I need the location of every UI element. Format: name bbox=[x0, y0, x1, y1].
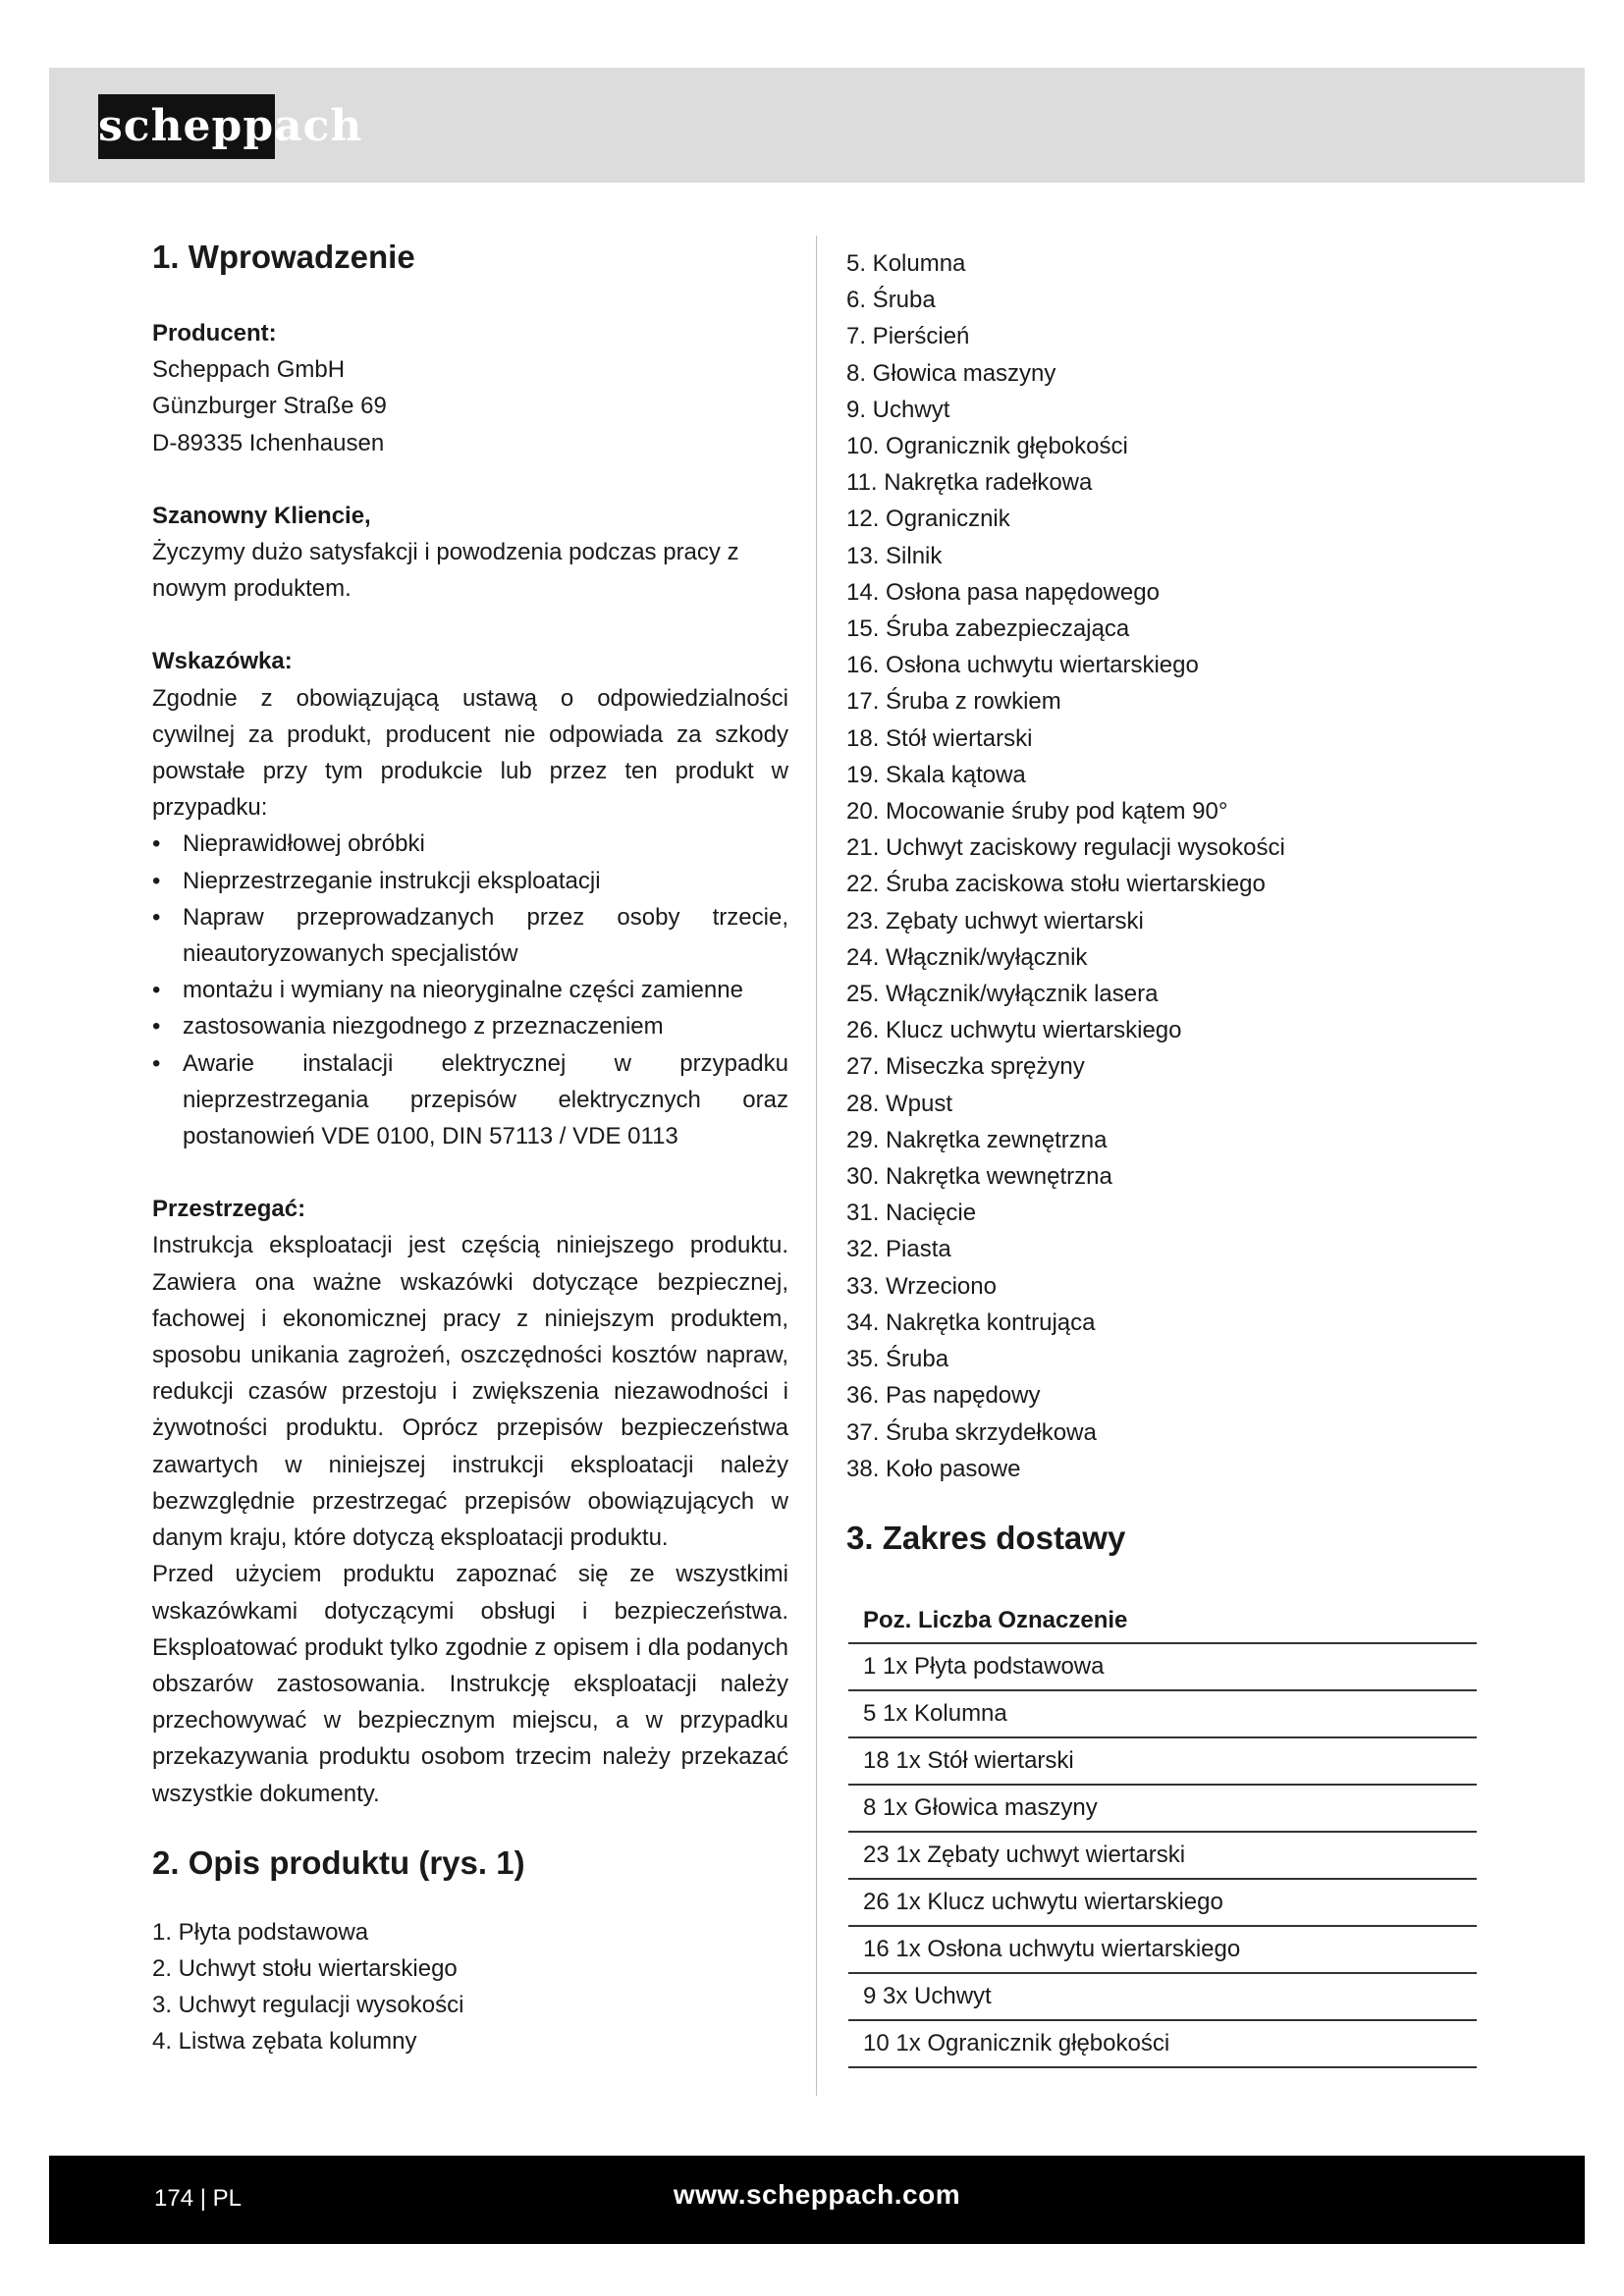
website-link[interactable]: www.scheppach.com bbox=[673, 2179, 961, 2210]
delivery-table bbox=[848, 1599, 1477, 2068]
list-item: 18. Stół wiertarski bbox=[846, 724, 1033, 752]
table-cell: 26 1x Klucz uchwytu wiertarskiego bbox=[848, 1879, 1477, 1926]
list-item: 8. Głowica maszyny bbox=[846, 359, 1056, 387]
list-item: 34. Nakrętka kontrująca bbox=[846, 1308, 1096, 1336]
table-row bbox=[848, 1690, 1477, 1737]
list-item: 4. Listwa zębata kolumny bbox=[152, 2028, 417, 2056]
list-item: 2. Uchwyt stołu wiertarskiego bbox=[152, 1954, 458, 1982]
list-item: 21. Uchwyt zaciskowy regulacji wysokości bbox=[846, 834, 1285, 862]
note-text: Zgodnie z obowiązującą ustawą o odpowiedzialności cywilnej za produkt, producent nie odpowiada za szkody powstałe przy tym produkcie lub przez ten produkt w przypadku: bbox=[152, 684, 788, 822]
table-row bbox=[848, 1785, 1477, 1832]
footer bbox=[49, 2156, 1585, 2244]
section-2-title: 2. Opis produktu (rys. 1) bbox=[152, 1843, 525, 1881]
list-item: 24. Włącznik/wyłącznik bbox=[846, 943, 1088, 971]
table-row bbox=[848, 1926, 1477, 1973]
list-item: 19. Skala kątowa bbox=[846, 761, 1026, 788]
list-item: • Napraw przeprowadzanych przez osoby trzecie, nieautoryzowanych specjalistów bbox=[152, 899, 788, 972]
list-item: 5. Kolumna bbox=[846, 250, 966, 277]
right-column bbox=[846, 245, 1485, 2068]
list-item: 32. Piasta bbox=[846, 1236, 951, 1263]
table-cell: 9 3x Uchwyt bbox=[848, 1973, 1477, 2020]
list-item: 28. Wpust bbox=[846, 1090, 953, 1117]
table-header-row bbox=[848, 1599, 1477, 1643]
table-row bbox=[848, 1737, 1477, 1785]
note-list bbox=[152, 826, 788, 1154]
list-item: 29. Nakrętka zewnętrzna bbox=[846, 1126, 1108, 1153]
list-item: 36. Pas napędowy bbox=[846, 1382, 1041, 1410]
table-cell: 18 1x Stół wiertarski bbox=[848, 1737, 1477, 1785]
list-item: 27. Miseczka sprężyny bbox=[846, 1053, 1085, 1081]
list-item: 7. Pierścień bbox=[846, 323, 970, 350]
list-item: 10. Ogranicznik głębokości bbox=[846, 433, 1128, 460]
list-item: 9. Uchwyt bbox=[846, 396, 950, 423]
list-item: 31. Nacięcie bbox=[846, 1200, 977, 1227]
list-item: 6. Śruba bbox=[846, 287, 936, 314]
table-row bbox=[848, 1832, 1477, 1879]
list-item: • zastosowania niezgodnego z przeznaczeniem bbox=[152, 1008, 788, 1044]
list-item: • Nieprawidłowej obróbki bbox=[152, 826, 788, 862]
list-item: 15. Śruba zabezpieczająca bbox=[846, 615, 1130, 643]
parts-list bbox=[152, 1914, 788, 2060]
table-cell: 16 1x Osłona uchwytu wiertarskiego bbox=[848, 1926, 1477, 1973]
list-item: 11. Nakrętka radełkowa bbox=[846, 469, 1093, 497]
table-cell: 5 1x Kolumna bbox=[848, 1690, 1477, 1737]
producer-heading: Producent: bbox=[152, 320, 277, 347]
list-item: 35. Śruba bbox=[846, 1346, 949, 1373]
greeting-heading: Szanowny Kliencie, bbox=[152, 502, 371, 529]
column-divider bbox=[816, 236, 817, 2096]
list-item: 16. Osłona uchwytu wiertarskiego bbox=[846, 652, 1199, 679]
list-item: 37. Śruba skrzydełkowa bbox=[846, 1418, 1097, 1446]
table-row bbox=[848, 2020, 1477, 2067]
table-row bbox=[848, 1973, 1477, 2020]
observe-text: Przed użyciem produktu zapoznać się ze wszystkimi wskazówkami dotyczącymi obsługi i bezpieczeństwa. Eksploatować produkt tylko zgodnie z opisem i dla podanych obszarów zastosowania. Instrukcję eksploatacji należy przechowywać w bezpiecznym miejscu, a w przypadku przekazywania produktu osobom trzecim należy przekazać wszystkie dokumenty. bbox=[152, 1561, 788, 1807]
table-row bbox=[848, 1879, 1477, 1926]
list-item: 25. Włącznik/wyłącznik lasera bbox=[846, 981, 1159, 1008]
list-item: 20. Mocowanie śruby pod kątem 90° bbox=[846, 798, 1228, 826]
left-column bbox=[152, 236, 788, 2060]
list-item: 38. Koło pasowe bbox=[846, 1455, 1021, 1482]
table-cell: 10 1x Ogranicznik głębokości bbox=[848, 2020, 1477, 2067]
page-number: 174 | PL bbox=[154, 2185, 242, 2212]
table-cell: 1 1x Płyta podstawowa bbox=[848, 1643, 1477, 1690]
list-item: 33. Wrzeciono bbox=[846, 1272, 997, 1300]
note-heading: Wskazówka: bbox=[152, 648, 293, 675]
table-header: Poz. Liczba Oznaczenie bbox=[848, 1599, 1477, 1643]
producer-line: Scheppach GmbH bbox=[152, 356, 346, 384]
list-item: 22. Śruba zaciskowa stołu wiertarskiego bbox=[846, 871, 1266, 898]
table-cell: 23 1x Zębaty uchwyt wiertarski bbox=[848, 1832, 1477, 1879]
list-item: 12. Ogranicznik bbox=[846, 506, 1010, 533]
greeting-text: Życzymy dużo satysfakcji i powodzenia podczas pracy z nowym produktem. bbox=[152, 539, 739, 603]
producer-line: D-89335 Ichenhausen bbox=[152, 429, 385, 456]
table-cell: 8 1x Głowica maszyny bbox=[848, 1785, 1477, 1832]
producer-line: Günzburger Straße 69 bbox=[152, 393, 387, 420]
section-3-title: 3. Zakres dostawy bbox=[846, 1519, 1126, 1556]
observe-text: Instrukcja eksploatacji jest częścią niniejszego produktu. Zawiera ona ważne wskazówki dotyczące bezpiecznej, fachowej i ekonomicznej pracy z niniejszym produktem, sposobu unikania zagrożeń, oszczędności kosztów napraw, redukcji czasów przestoju i zwiększenia niezawodności i żywotności produktu. Oprócz przepisów bezpieczeństwa zawartych w niniejszej instrukcji eksploatacji należy bezwzględnie przestrzegać przepisów obowiązujących w danym kraju, które dotyczą eksploatacji produktu. bbox=[152, 1232, 788, 1552]
section-1-title: 1. Wprowadzenie bbox=[152, 239, 415, 275]
list-item: 3. Uchwyt regulacji wysokości bbox=[152, 1992, 464, 2019]
header-band bbox=[49, 68, 1585, 183]
observe-heading: Przestrzegać: bbox=[152, 1196, 306, 1223]
list-item: • Awarie instalacji elektrycznej w przypadku nieprzestrzegania przepisów elektrycznych oraz postanowień VDE 0100, DIN 57113 / VDE 0113 bbox=[152, 1045, 788, 1155]
list-item: 14. Osłona pasa napędowego bbox=[846, 578, 1160, 606]
scheppach-logo: scheppach bbox=[98, 94, 275, 159]
list-item: 30. Nakrętka wewnętrzna bbox=[846, 1163, 1112, 1191]
table-row bbox=[848, 1643, 1477, 1690]
list-item: • Nieprzestrzeganie instrukcji eksploatacji bbox=[152, 863, 788, 899]
list-item: 1. Płyta podstawowa bbox=[152, 1918, 369, 1946]
list-item: 26. Klucz uchwytu wiertarskiego bbox=[846, 1017, 1182, 1044]
parts-list-continued bbox=[846, 245, 1485, 1487]
list-item: 17. Śruba z rowkiem bbox=[846, 688, 1061, 716]
list-item: • montażu i wymiany na nieoryginalne części zamienne bbox=[152, 972, 788, 1008]
list-item: 13. Silnik bbox=[846, 542, 943, 569]
list-item: 23. Zębaty uchwyt wiertarski bbox=[846, 907, 1144, 934]
